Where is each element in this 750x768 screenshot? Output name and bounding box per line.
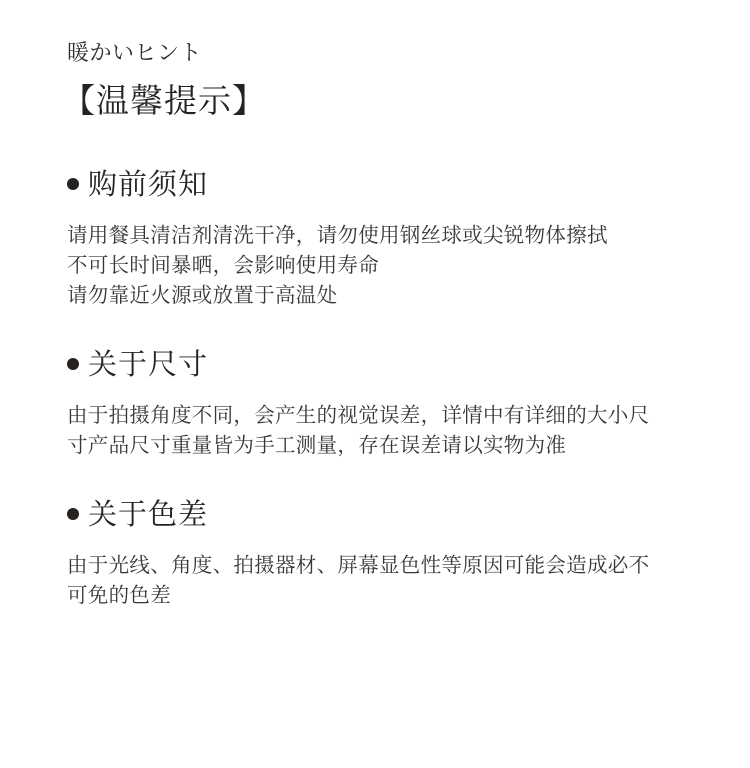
body-line: 寸产品尺寸重量皆为手工测量，存在误差请以实物为准 — [67, 433, 567, 457]
section-about-color-difference — [67, 494, 707, 610]
bullet-dot-icon — [67, 508, 79, 520]
page-title: 【温馨提示】 — [62, 81, 266, 120]
body-line: 不可长时间暴晒，会影响使用寿命 — [67, 253, 379, 277]
section-pre-purchase — [67, 164, 707, 310]
body-line: 可免的色差 — [67, 583, 171, 607]
body-line: 请勿靠近火源或放置于高温处 — [67, 283, 338, 307]
bullet-dot-icon — [67, 358, 79, 370]
section-about-size — [67, 344, 707, 460]
body-line: 由于拍摄角度不同，会产生的视觉误差，详情中有详细的大小尺 — [67, 403, 650, 427]
body-line: 请用餐具清洁剂清洗干净，请勿使用钢丝球或尖锐物体擦拭 — [67, 223, 608, 247]
section-heading — [67, 494, 707, 534]
section-heading-text: 购前须知 — [88, 167, 209, 201]
section-heading-text: 关于尺寸 — [88, 347, 209, 381]
section-heading — [67, 344, 707, 384]
section-heading — [67, 164, 707, 204]
body-line: 由于光线、角度、拍摄器材、屏幕显色性等原因可能会造成必不 — [67, 553, 650, 577]
section-body — [67, 550, 707, 610]
japanese-subtitle: 暖かいヒント — [67, 41, 203, 66]
section-body — [67, 220, 707, 310]
bullet-dot-icon — [67, 178, 79, 190]
section-body — [67, 400, 707, 460]
section-heading-text: 关于色差 — [88, 497, 209, 531]
